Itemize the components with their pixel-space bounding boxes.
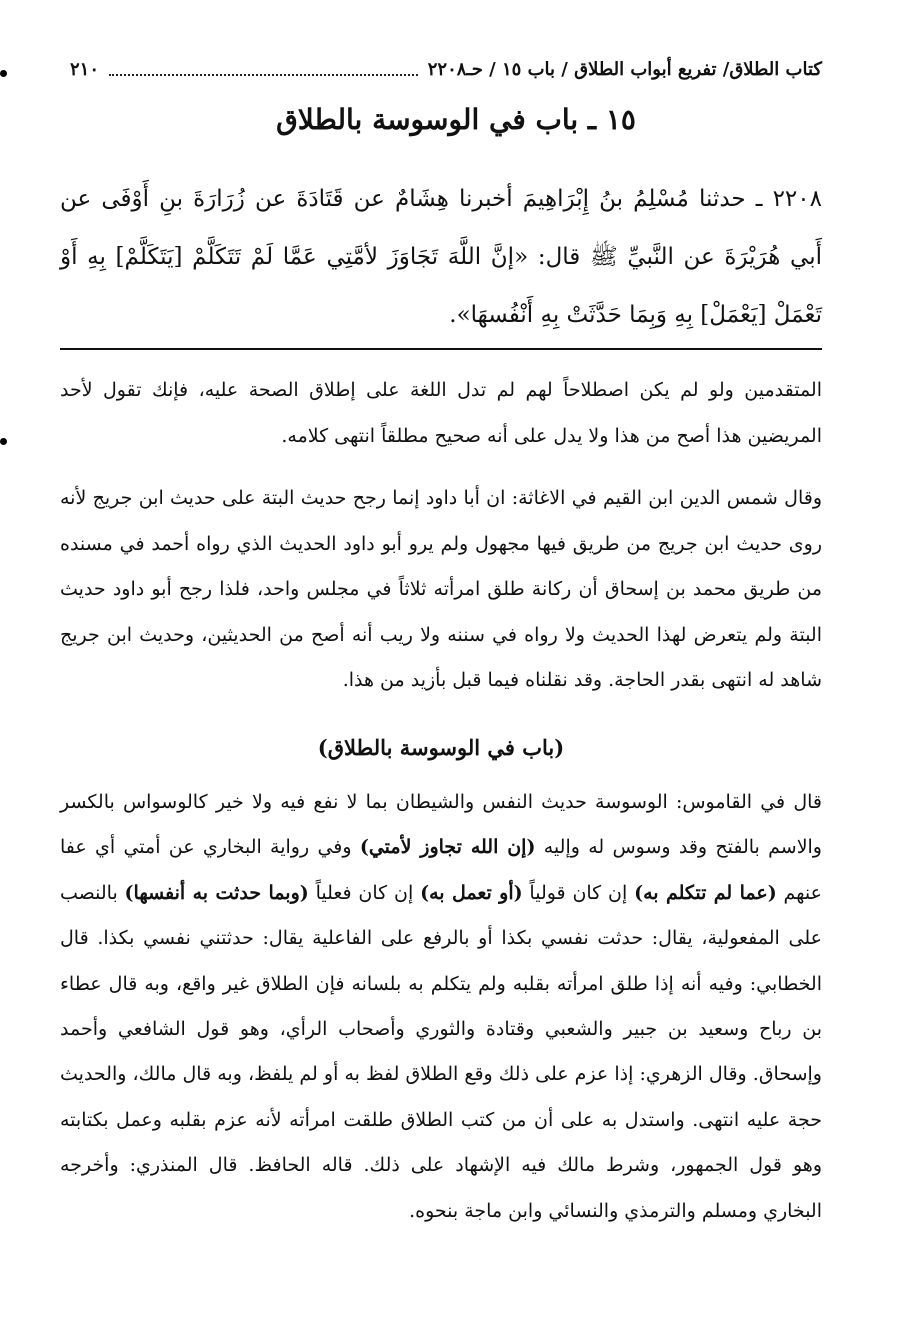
sharh-paragraph xyxy=(60,780,822,1234)
sharh-text: بالنصب على المفعولية، يقال: حدثت نفسي بكذا أو بالرفع على الفاعلية يقال: حدثتني نفسي بكذا. قال الخطابي: وفيه أنه إذا طلق امرأته بقلبه ولم يتكلم به بلسانه فإن الطلاق غير واقع، وبه قال عطاء بن رباح وسعيد بن جبير والشعبي وقتادة والثوري وأصحاب الرأي، وهو قول الشافعي وأحمد وإسحاق. وقال الزهري: إذا عزم على ذلك وقع الطلاق لفظ به أو لم يلفظ، وبه قال مالك، والحديث حجة عليه انتهى. واستدل به على أن من كتب الطلاق طلقت امرأته لأنه عزم بقلبه وعمل بكتابته وهو قول الجمهور، وشرط مالك فيه الإشهاد على ذلك. قاله الحافظ. قال المنذري: وأخرجه البخاري ومسلم والترمذي والنسائي وابن ماجة بنحوه. xyxy=(60,881,822,1222)
header-title: كتاب الطلاق/ تفريع أبواب الطلاق / باب ١٥ / حـ٢٢٠٨ xyxy=(427,58,822,80)
sharh-text: قال في القاموس: الوسوسة حديث النفس والشيطان بما لا نفع فيه ولا خير كالوسواس بالكسر والاسم بالفتح وقد وسوس له وإليه xyxy=(60,791,822,859)
scan-margin-mark xyxy=(0,438,7,445)
sharh-text: إن كان قولياً xyxy=(522,881,635,904)
header-dotted-leader xyxy=(109,66,418,76)
scan-margin-mark xyxy=(0,70,7,77)
sharh-heading: (باب في الوسوسة بالطلاق) xyxy=(317,735,565,760)
quoted-phrase: (عما لم تتكلم به) xyxy=(634,881,777,904)
commentary-paragraph: وقال شمس الدين ابن القيم في الاغاثة: ان أبا داود إنما رجح حديث البتة على حديث ابن جريج لأنه روى حديث ابن جريج من طريق فيها مجهول ولم يرو أبو داود الحديث الذي رواه أحمد في مسنده من طريق محمد بن إسحاق أن ركانة طلق امرأته ثلاثاً في مجلس واحد، فلذا رجح أبو داود حديث البتة ولم يتعرض لهذا الحديث ولا رواه في سننه ولا ريب أنه أصح من الحديثين، وحديث ابن جريج شاهد له انتهى بقدر الحاجة. وقد نقلناه فيما قبل بأزيد من هذا. xyxy=(60,487,822,691)
sharh-text: إن كان فعلياً xyxy=(308,881,421,904)
quoted-phrase: (وبما حدثت به أنفسها) xyxy=(124,881,309,904)
commentary-block xyxy=(60,368,822,704)
hadith-text: ٢٢٠٨ ـ حدثنا مُسْلِمُ بنُ إِبْرَاهِيمَ أخبرنا هِشَامٌ عن قَتَادَةَ عن زُرَارَةَ بنِ أَوْفَى عن أَبي هُرَيْرَةَ عن النَّبيِّ ﷺ قال: «إنَّ اللَّهَ تَجَاوَزَ لأمَّتِي عَمَّا لَمْ تَتَكَلَّمْ [يَتَكَلَّمْ] بِهِ أَوْ تَعْمَلْ [يَعْمَلْ] بِهِ وَبِمَا حَدَّثَتْ بِهِ أَنْفُسهَا». xyxy=(60,186,822,328)
quoted-phrase: (أو تعمل به) xyxy=(420,881,523,904)
commentary-paragraph: المتقدمين ولو لم يكن اصطلاحاً لهم لم تدل اللغة على إطلاق الصحة عليه، فإنك تقول لأحد المريضين هذا أصح من هذا ولا يدل على أنه صحيح مطلقاً انتهى كلامه. xyxy=(60,379,822,447)
quoted-phrase: (إن الله تجاوز لأمتي) xyxy=(359,836,536,859)
sharh-block xyxy=(60,780,822,1234)
page-number: ٢١٠ xyxy=(70,58,100,80)
running-header xyxy=(70,52,822,86)
chapter-title: ١٥ ـ باب في الوسوسة بالطلاق xyxy=(276,103,636,136)
sharh-text: وفي رواية البخاري عن أمتي أي عفا عنهم xyxy=(60,836,823,904)
footnote-divider xyxy=(60,348,822,350)
